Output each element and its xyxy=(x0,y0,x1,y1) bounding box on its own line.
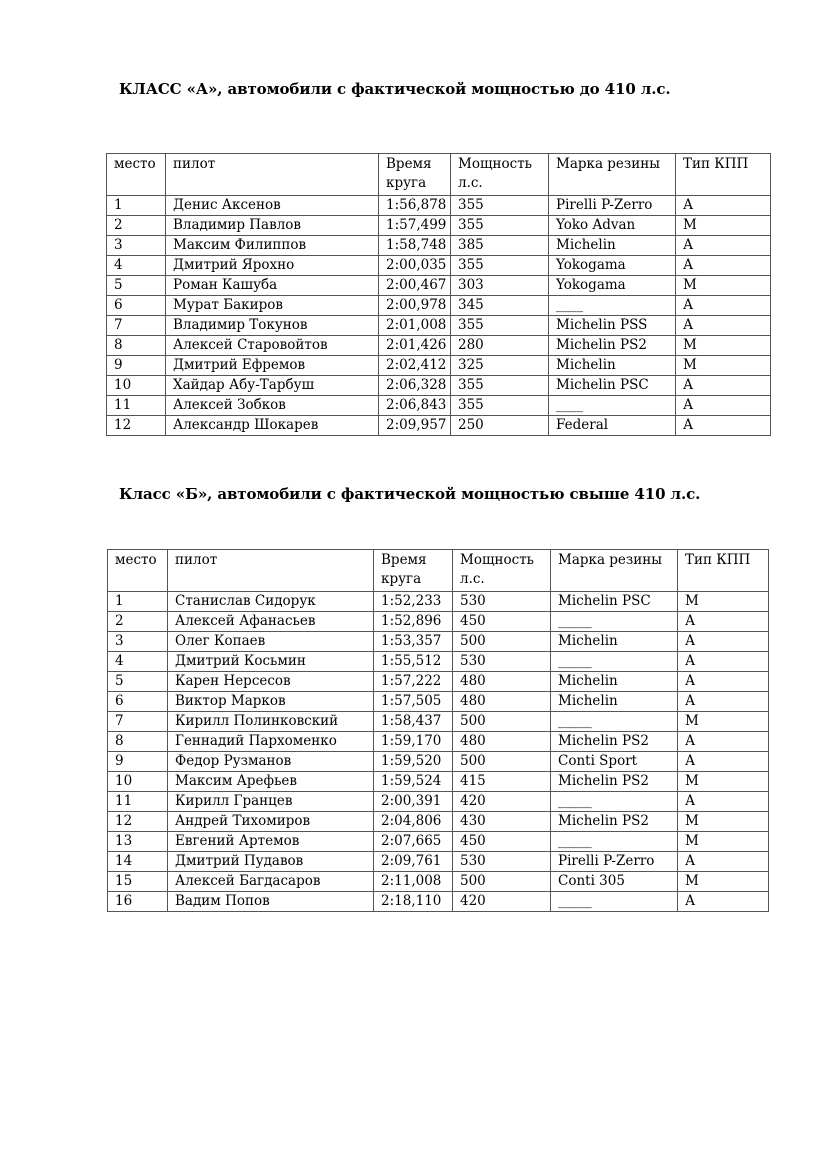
cell-tire-brand: Michelin PS2 xyxy=(549,336,676,356)
table-row xyxy=(108,892,769,912)
cell-gearbox-type: А xyxy=(678,692,769,712)
cell-gearbox-type: М xyxy=(676,356,771,376)
table-row xyxy=(107,376,771,396)
cell-tire-brand: _____ xyxy=(551,832,678,852)
header-power: Мощность л.с. xyxy=(451,154,549,196)
cell-power: 355 xyxy=(451,256,549,276)
cell-gearbox-type: А xyxy=(678,732,769,752)
cell-tire-brand: Michelin xyxy=(549,356,676,376)
table-row xyxy=(108,652,769,672)
cell-place: 4 xyxy=(107,256,166,276)
cell-lap-time: 1:56,878 xyxy=(379,196,451,216)
cell-gearbox-type: М xyxy=(676,276,771,296)
cell-tire-brand: ____ xyxy=(549,296,676,316)
cell-gearbox-type: А xyxy=(678,852,769,872)
cell-lap-time: 2:07,665 xyxy=(374,832,453,852)
cell-gearbox-type: М xyxy=(678,712,769,732)
cell-tire-brand: Federal xyxy=(549,416,676,436)
cell-gearbox-type: А xyxy=(678,652,769,672)
cell-tire-brand: _____ xyxy=(551,652,678,672)
cell-gearbox-type: М xyxy=(676,336,771,356)
cell-lap-time: 2:00,467 xyxy=(379,276,451,296)
cell-lap-time: 2:06,843 xyxy=(379,396,451,416)
table-row xyxy=(107,316,771,336)
header-lap-time: Время круга xyxy=(374,550,453,592)
cell-place: 13 xyxy=(108,832,168,852)
cell-lap-time: 2:01,426 xyxy=(379,336,451,356)
cell-gearbox-type: А xyxy=(676,236,771,256)
cell-lap-time: 2:00,978 xyxy=(379,296,451,316)
cell-lap-time: 1:57,499 xyxy=(379,216,451,236)
table-row xyxy=(107,356,771,376)
cell-place: 15 xyxy=(108,872,168,892)
cell-pilot: Дмитрий Косьмин xyxy=(168,652,374,672)
cell-place: 9 xyxy=(107,356,166,376)
cell-place: 8 xyxy=(108,732,168,752)
cell-power: 450 xyxy=(453,832,551,852)
class-a-results-table xyxy=(106,153,771,436)
cell-pilot: Алексей Зобков xyxy=(166,396,379,416)
cell-tire-brand: Yokogama xyxy=(549,276,676,296)
cell-lap-time: 1:52,896 xyxy=(374,612,453,632)
table-row xyxy=(108,612,769,632)
cell-power: 500 xyxy=(453,752,551,772)
cell-pilot: Геннадий Пархоменко xyxy=(168,732,374,752)
cell-lap-time: 1:59,520 xyxy=(374,752,453,772)
table-row xyxy=(107,336,771,356)
cell-power: 500 xyxy=(453,872,551,892)
cell-gearbox-type: А xyxy=(676,256,771,276)
header-gearbox-type: Тип КПП xyxy=(678,550,769,592)
cell-gearbox-type: А xyxy=(676,296,771,316)
table-row xyxy=(108,732,769,752)
cell-place: 1 xyxy=(108,592,168,612)
cell-pilot: Александр Шокарев xyxy=(166,416,379,436)
cell-gearbox-type: А xyxy=(676,316,771,336)
cell-power: 500 xyxy=(453,712,551,732)
cell-tire-brand: ____ xyxy=(549,396,676,416)
cell-tire-brand: Michelin PS2 xyxy=(551,812,678,832)
header-row xyxy=(107,154,771,196)
cell-place: 7 xyxy=(108,712,168,732)
table-row xyxy=(108,852,769,872)
cell-power: 355 xyxy=(451,376,549,396)
cell-place: 14 xyxy=(108,852,168,872)
cell-power: 420 xyxy=(453,792,551,812)
cell-place: 11 xyxy=(107,396,166,416)
cell-pilot: Алексей Афанасьев xyxy=(168,612,374,632)
cell-tire-brand: Michelin xyxy=(551,632,678,652)
cell-lap-time: 1:53,357 xyxy=(374,632,453,652)
cell-lap-time: 2:00,391 xyxy=(374,792,453,812)
cell-gearbox-type: А xyxy=(676,396,771,416)
cell-pilot: Владимир Токунов xyxy=(166,316,379,336)
cell-gearbox-type: А xyxy=(678,672,769,692)
cell-gearbox-type: М xyxy=(678,592,769,612)
cell-lap-time: 1:58,748 xyxy=(379,236,451,256)
cell-power: 355 xyxy=(451,396,549,416)
cell-place: 9 xyxy=(108,752,168,772)
cell-tire-brand: Michelin xyxy=(551,692,678,712)
header-tire-brand: Марка резины xyxy=(549,154,676,196)
cell-tire-brand: Conti Sport xyxy=(551,752,678,772)
cell-gearbox-type: А xyxy=(678,892,769,912)
cell-power: 355 xyxy=(451,216,549,236)
cell-gearbox-type: А xyxy=(676,416,771,436)
cell-gearbox-type: А xyxy=(678,612,769,632)
cell-pilot: Мурат Бакиров xyxy=(166,296,379,316)
cell-tire-brand: Pirelli P-Zerro xyxy=(551,852,678,872)
cell-lap-time: 1:59,170 xyxy=(374,732,453,752)
cell-tire-brand: Michelin PSC xyxy=(549,376,676,396)
cell-pilot: Кирилл Гранцев xyxy=(168,792,374,812)
cell-power: 430 xyxy=(453,812,551,832)
cell-lap-time: 2:04,806 xyxy=(374,812,453,832)
cell-lap-time: 1:59,524 xyxy=(374,772,453,792)
cell-place: 11 xyxy=(108,792,168,812)
cell-tire-brand: Yoko Advan xyxy=(549,216,676,236)
cell-pilot: Вадим Попов xyxy=(168,892,374,912)
cell-tire-brand: _____ xyxy=(551,792,678,812)
table-row xyxy=(108,712,769,732)
cell-power: 420 xyxy=(453,892,551,912)
table-row xyxy=(107,196,771,216)
cell-power: 415 xyxy=(453,772,551,792)
cell-power: 385 xyxy=(451,236,549,256)
cell-tire-brand: _____ xyxy=(551,892,678,912)
cell-lap-time: 2:09,761 xyxy=(374,852,453,872)
table-row xyxy=(108,752,769,772)
cell-lap-time: 1:57,505 xyxy=(374,692,453,712)
cell-pilot: Кирилл Полинковский xyxy=(168,712,374,732)
cell-place: 5 xyxy=(108,672,168,692)
cell-place: 12 xyxy=(107,416,166,436)
cell-place: 4 xyxy=(108,652,168,672)
cell-lap-time: 2:18,110 xyxy=(374,892,453,912)
cell-power: 345 xyxy=(451,296,549,316)
cell-gearbox-type: А xyxy=(678,632,769,652)
cell-pilot: Евгений Артемов xyxy=(168,832,374,852)
cell-pilot: Андрей Тихомиров xyxy=(168,812,374,832)
cell-power: 280 xyxy=(451,336,549,356)
table-row xyxy=(108,792,769,812)
class-b-results-table xyxy=(107,549,769,912)
cell-lap-time: 2:02,412 xyxy=(379,356,451,376)
header-tire-brand: Марка резины xyxy=(551,550,678,592)
cell-lap-time: 2:06,328 xyxy=(379,376,451,396)
table-row xyxy=(108,632,769,652)
cell-gearbox-type: А xyxy=(676,376,771,396)
cell-tire-brand: Michelin PSS xyxy=(549,316,676,336)
cell-tire-brand: Michelin PSC xyxy=(551,592,678,612)
cell-place: 2 xyxy=(108,612,168,632)
table-row xyxy=(108,592,769,612)
header-place: место xyxy=(108,550,168,592)
cell-place: 7 xyxy=(107,316,166,336)
cell-gearbox-type: М xyxy=(676,216,771,236)
cell-place: 16 xyxy=(108,892,168,912)
cell-pilot: Алексей Багдасаров xyxy=(168,872,374,892)
cell-pilot: Хайдар Абу-Тарбуш xyxy=(166,376,379,396)
cell-pilot: Станислав Сидорук xyxy=(168,592,374,612)
cell-power: 303 xyxy=(451,276,549,296)
cell-tire-brand: Conti 305 xyxy=(551,872,678,892)
cell-lap-time: 1:58,437 xyxy=(374,712,453,732)
cell-tire-brand: Pirelli P-Zerro xyxy=(549,196,676,216)
cell-tire-brand: Michelin xyxy=(551,672,678,692)
table-row xyxy=(108,832,769,852)
header-power: Мощность л.с. xyxy=(453,550,551,592)
cell-pilot: Максим Арефьев xyxy=(168,772,374,792)
header-row xyxy=(108,550,769,592)
table-row xyxy=(107,396,771,416)
cell-gearbox-type: А xyxy=(678,792,769,812)
cell-pilot: Карен Нерсесов xyxy=(168,672,374,692)
cell-pilot: Олег Копаев xyxy=(168,632,374,652)
cell-gearbox-type: А xyxy=(676,196,771,216)
cell-pilot: Виктор Марков xyxy=(168,692,374,712)
cell-pilot: Дмитрий Ярохно xyxy=(166,256,379,276)
table-row xyxy=(107,296,771,316)
cell-pilot: Алексей Старовойтов xyxy=(166,336,379,356)
cell-place: 8 xyxy=(107,336,166,356)
cell-tire-brand: Michelin PS2 xyxy=(551,772,678,792)
cell-lap-time: 2:01,008 xyxy=(379,316,451,336)
header-place: место xyxy=(107,154,166,196)
cell-lap-time: 1:52,233 xyxy=(374,592,453,612)
table-row xyxy=(108,812,769,832)
table-row xyxy=(108,872,769,892)
header-lap-time: Время круга xyxy=(379,154,451,196)
cell-place: 1 xyxy=(107,196,166,216)
cell-power: 355 xyxy=(451,316,549,336)
cell-power: 530 xyxy=(453,652,551,672)
cell-power: 355 xyxy=(451,196,549,216)
cell-tire-brand: _____ xyxy=(551,612,678,632)
cell-power: 480 xyxy=(453,692,551,712)
cell-pilot: Максим Филиппов xyxy=(166,236,379,256)
cell-pilot: Роман Кашуба xyxy=(166,276,379,296)
cell-place: 3 xyxy=(108,632,168,652)
cell-power: 250 xyxy=(451,416,549,436)
table-row xyxy=(107,416,771,436)
table-row xyxy=(108,772,769,792)
cell-gearbox-type: А xyxy=(678,752,769,772)
cell-lap-time: 1:55,512 xyxy=(374,652,453,672)
cell-place: 12 xyxy=(108,812,168,832)
class-b-title: Класс «Б», автомобили с фактической мощностью свыше 410 л.с. xyxy=(119,485,701,503)
cell-gearbox-type: М xyxy=(678,832,769,852)
cell-lap-time: 2:00,035 xyxy=(379,256,451,276)
cell-place: 10 xyxy=(107,376,166,396)
cell-tire-brand: Yokogama xyxy=(549,256,676,276)
cell-lap-time: 1:57,222 xyxy=(374,672,453,692)
cell-tire-brand: _____ xyxy=(551,712,678,732)
cell-place: 3 xyxy=(107,236,166,256)
cell-place: 10 xyxy=(108,772,168,792)
class-a-title: КЛАСС «А», автомобили с фактической мощностью до 410 л.с. xyxy=(119,80,671,98)
cell-pilot: Денис Аксенов xyxy=(166,196,379,216)
cell-pilot: Федор Рузманов xyxy=(168,752,374,772)
cell-lap-time: 2:11,008 xyxy=(374,872,453,892)
cell-pilot: Дмитрий Ефремов xyxy=(166,356,379,376)
header-pilot: пилот xyxy=(168,550,374,592)
cell-power: 450 xyxy=(453,612,551,632)
cell-gearbox-type: М xyxy=(678,772,769,792)
cell-power: 530 xyxy=(453,592,551,612)
table-row xyxy=(107,216,771,236)
cell-place: 5 xyxy=(107,276,166,296)
table-row xyxy=(107,236,771,256)
cell-power: 325 xyxy=(451,356,549,376)
cell-gearbox-type: М xyxy=(678,812,769,832)
table-row xyxy=(108,672,769,692)
header-pilot: пилот xyxy=(166,154,379,196)
cell-power: 500 xyxy=(453,632,551,652)
cell-power: 480 xyxy=(453,672,551,692)
cell-pilot: Владимир Павлов xyxy=(166,216,379,236)
table-row xyxy=(107,276,771,296)
cell-tire-brand: Michelin xyxy=(549,236,676,256)
header-gearbox-type: Тип КПП xyxy=(676,154,771,196)
cell-place: 6 xyxy=(108,692,168,712)
cell-gearbox-type: М xyxy=(678,872,769,892)
table-row xyxy=(107,256,771,276)
table-row xyxy=(108,692,769,712)
cell-place: 2 xyxy=(107,216,166,236)
cell-place: 6 xyxy=(107,296,166,316)
cell-tire-brand: Michelin PS2 xyxy=(551,732,678,752)
cell-lap-time: 2:09,957 xyxy=(379,416,451,436)
cell-power: 530 xyxy=(453,852,551,872)
cell-power: 480 xyxy=(453,732,551,752)
cell-pilot: Дмитрий Пудавов xyxy=(168,852,374,872)
